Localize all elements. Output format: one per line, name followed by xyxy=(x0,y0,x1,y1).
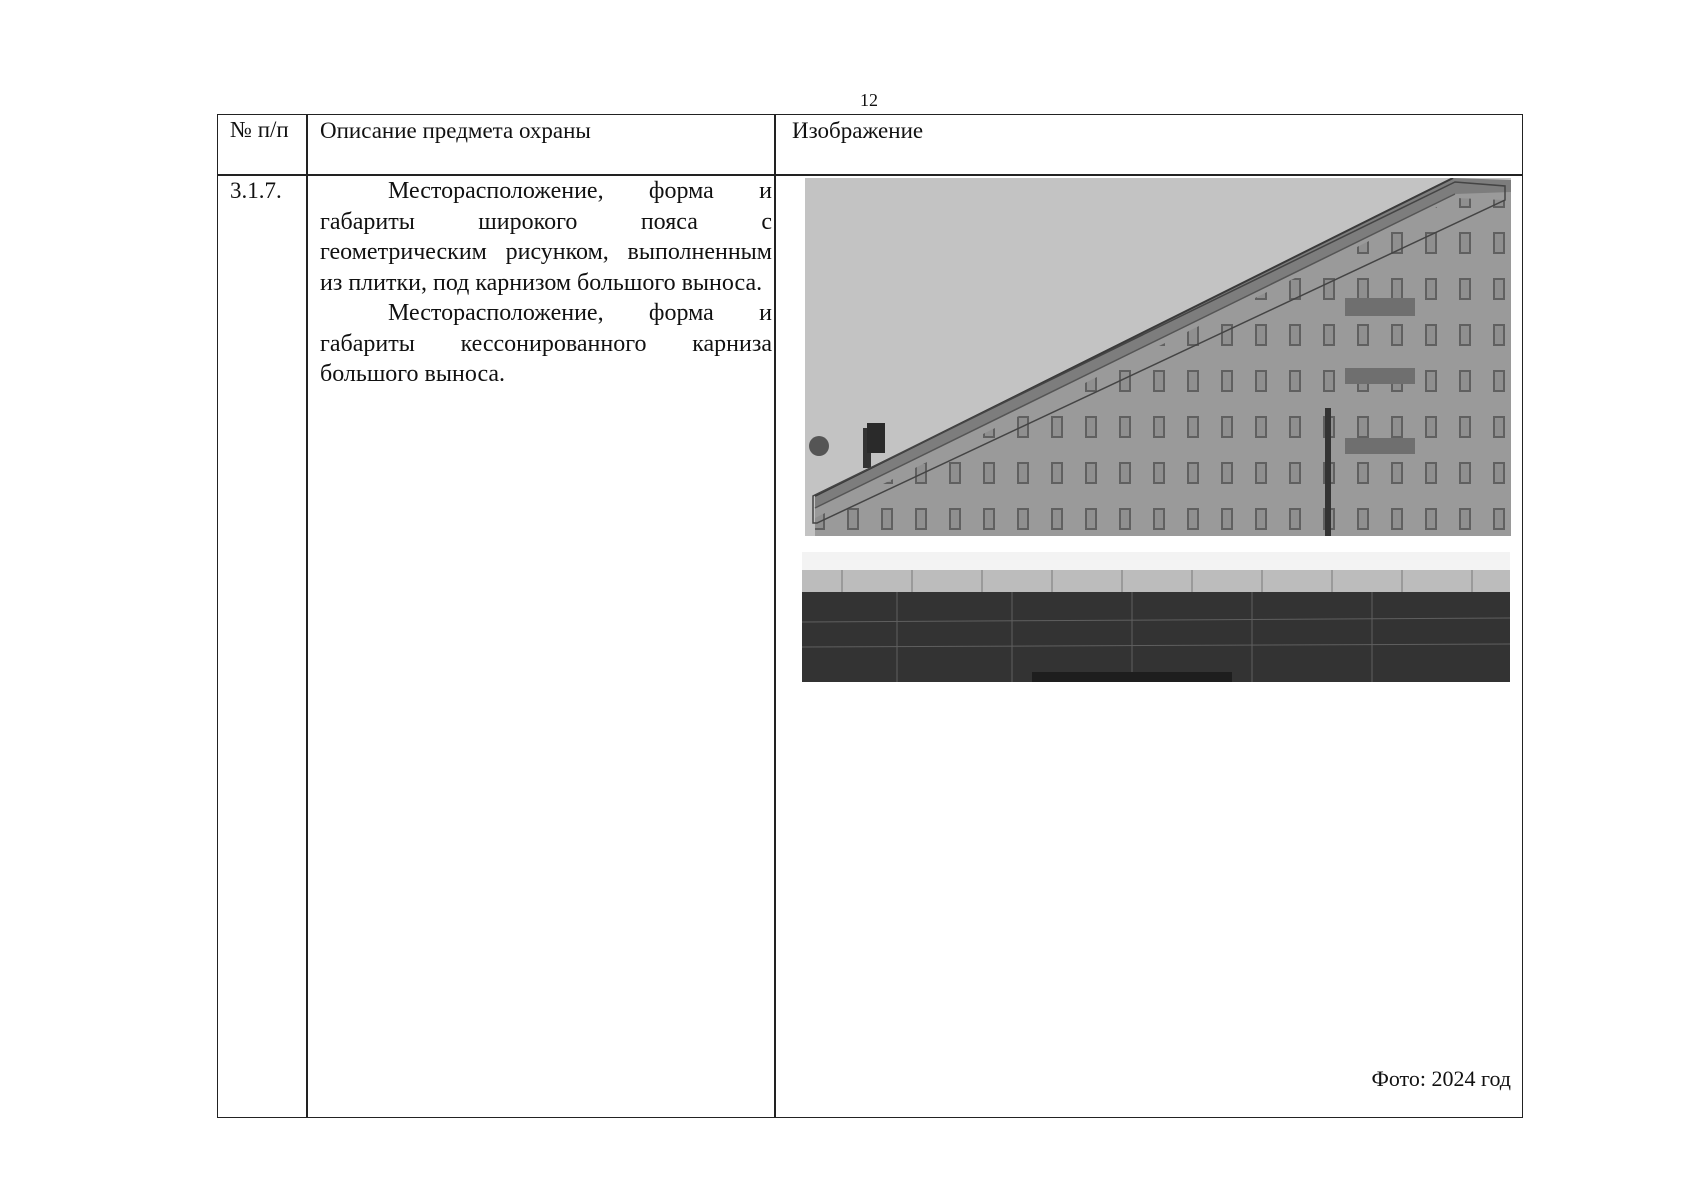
header-number-text: № п/п xyxy=(230,117,289,142)
building-photo-drawing xyxy=(805,178,1511,536)
description-paragraph-2: Месторасположение, форма и габариты кессонированного карниза большого выноса. xyxy=(320,300,772,387)
page-number: 12 xyxy=(860,90,878,110)
row-number: 3.1.7. xyxy=(230,178,282,203)
photo-caption: Фото: 2024 год xyxy=(1371,1066,1511,1091)
description-paragraph-1: Месторасположение, форма и габариты широкого пояса с геометрическим рисунком, выполненным из плитки, под карнизом большого выноса. xyxy=(320,178,772,296)
cornice-photo xyxy=(802,552,1510,682)
header-number xyxy=(230,116,300,144)
header-description: Описание предмета охраны xyxy=(320,118,591,143)
building-photo xyxy=(805,178,1511,536)
cornice-photo-drawing xyxy=(802,552,1510,682)
column-divider-1 xyxy=(306,114,308,1118)
row-description xyxy=(320,176,772,390)
column-divider-2 xyxy=(774,114,776,1118)
header-image: Изображение xyxy=(792,118,924,143)
